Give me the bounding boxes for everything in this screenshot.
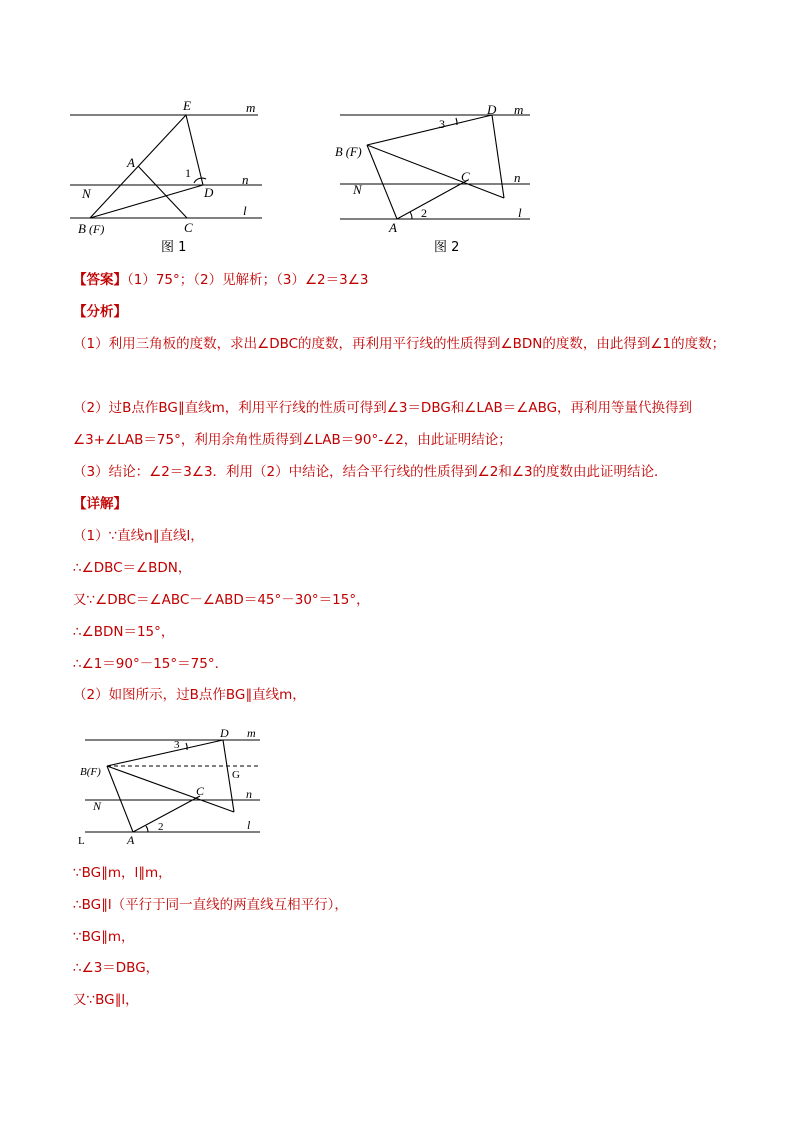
label-N: N [353,182,362,197]
label-l: l [518,205,522,220]
analysis-paragraph-3: （3）结论：∠2＝3∠3．利用（2）中结论，结合平行线的性质得到∠2和∠3的度数由此证明结论． [73,464,668,480]
label-E: E [183,98,191,113]
label-angle-3: 3 [439,117,445,131]
label-m: m [247,726,256,740]
detail-line-8: ∴BG∥l（平行于同一直线的两直线互相平行）， [73,897,348,913]
label-m: m [246,100,256,115]
label-B: B [78,221,86,236]
label-m: m [514,102,524,117]
label-angle-2: 2 [421,206,427,220]
label-angle-3: 3 [174,739,180,751]
detail-line-2: ∴∠DBC＝∠BDN， [73,560,192,576]
analysis-head: 【分析】 [73,304,127,320]
detail-line-3: 又∵∠DBC＝∠ABC－∠ABD＝45°－30°＝15°， [73,592,370,608]
detail-line-6: （2）如图所示，过B点作BG∥直线m， [73,687,306,703]
label-A: A [127,833,135,847]
detail-head: 【详解】 [73,496,127,512]
label-B-F: B (F) [335,145,362,159]
label-B-F: B(F) [80,766,101,778]
answer-text: （1）75°；（2）见解析；（3）∠2＝3∠3 [127,272,369,288]
label-n: n [242,172,249,187]
detail-line-5: ∴∠1＝90°－15°＝75°． [73,656,229,672]
label-A: A [389,220,397,235]
answer-line [73,270,368,290]
label-D: D [487,102,497,117]
figure-3 [75,720,275,850]
detail-line-4: ∴∠BDN＝15°， [73,624,175,640]
figure-2-caption: 图 2 [434,240,460,255]
detail-line-10: ∴∠3＝DBG， [73,960,160,976]
answer-head: 【答案】 [73,272,127,288]
label-N: N [93,799,102,813]
analysis-paragraph-1: （1）利用三角板的度数，求出∠DBC的度数，再利用平行线的性质得到∠BDN的度数，由此得到∠1的度数； [73,336,726,352]
label-C: C [184,220,193,235]
figure-2 [330,95,540,260]
label-A: A [127,155,135,170]
label-F: (F) [89,222,105,236]
detail-line-7: ∵BG∥m，l∥m， [73,865,172,881]
detail-line-9: ∵BG∥m， [73,929,135,945]
label-angle-1: 1 [185,166,191,180]
figure-1 [60,95,280,260]
label-N: N [82,186,91,201]
label-L: L [78,835,85,847]
label-l: l [243,203,247,218]
label-angle-2: 2 [158,821,164,833]
label-n: n [514,170,521,185]
label-C: C [461,169,470,184]
detail-line-1: （1）∵直线n∥直线l， [73,528,204,544]
detail-line-11: 又∵BG∥l， [73,992,139,1008]
label-G: G [232,769,240,781]
analysis-paragraph-2: （2）过B点作BG∥直线m，利用平行线的性质可得到∠3＝DBG和∠LAB＝∠ABG，再利用等量代换得到∠3+∠LAB＝75°，利用余角性质得到∠LAB＝90°-∠2，由此证明结论； [73,400,693,448]
label-l: l [247,818,251,832]
label-D: D [220,726,229,740]
label-n: n [246,787,252,801]
label-C: C [196,784,205,798]
label-D: D [204,185,214,200]
figure-1-caption: 图 1 [161,240,187,255]
